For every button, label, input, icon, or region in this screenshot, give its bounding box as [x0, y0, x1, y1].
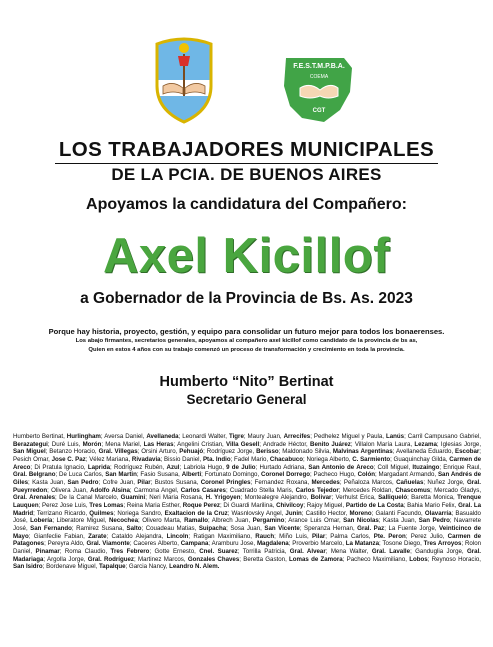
signatory-name: ; Galanti Facundo,	[371, 509, 425, 517]
signatory-municipality: Coronel Dorrego	[261, 471, 310, 479]
signatory-municipality: Colón	[357, 471, 375, 479]
signatory-name: ; Mercedes Roldan,	[338, 486, 396, 494]
signatory-municipality: Gral. Belgrano	[13, 471, 56, 479]
signatory-municipality: Gral. Pueyrredon	[13, 478, 481, 494]
signatory-name: ; Ganduglia Jorge,	[410, 547, 468, 555]
signatory-name: ; Labriola Hugo,	[179, 463, 227, 471]
signatory-name: ; Betanzo Horacio,	[45, 448, 99, 456]
signatory-name: ; Rodríguez Jorge,	[203, 448, 257, 456]
signatory-municipality: Arrecifes	[283, 433, 311, 440]
signatory-name: ; Wasnlovsky Angel,	[227, 509, 286, 517]
signatory-name: ; Vélez Mariana,	[85, 455, 132, 463]
signatory-name: ; Margadant Armando,	[374, 471, 438, 479]
signatory-name: ; Mena Walter,	[325, 547, 372, 555]
signatory-name: ; Reina Maria Esther,	[123, 501, 183, 509]
signatory-name: ; Olivero Marta,	[138, 517, 185, 525]
signatory-municipality: Roque Perez	[182, 501, 220, 509]
signatory-municipality: San Vicente	[264, 524, 300, 532]
signatory-name: ; Fernandez Roxana,	[250, 478, 312, 486]
signatory-municipality: Exaltacion de la Cruz	[164, 509, 228, 517]
signatory-municipality: Suipacha	[198, 524, 227, 532]
signatory-municipality: San Fernando	[30, 524, 72, 532]
signatory-municipality: San Isidro	[13, 563, 43, 571]
signatory-name: ; Andrade Héctor,	[259, 440, 311, 448]
signatory-municipality: Pergamino	[252, 517, 285, 525]
signatory-name: ; Ratigan Maximiliano,	[188, 532, 256, 540]
headline-title: LOS TRABAJADORES MUNICIPALES	[55, 138, 438, 164]
headline-subtitle: DE LA PCIA. DE BUENOS AIRES	[111, 165, 382, 184]
signatory-municipality: Tapalque	[99, 563, 126, 571]
signatory-municipality: Pinamar	[35, 547, 60, 555]
signatory-municipality: Mercedes	[311, 478, 340, 486]
signatory-name: ; Baretta Monica,	[407, 494, 458, 502]
signatory-municipality: Gral. Arenales	[13, 494, 56, 502]
signatory-name: ; Gotte Ernesto,	[149, 547, 200, 555]
signatory-name: ; Maury Juan,	[243, 433, 284, 440]
signatory-name: ; Basualdo José,	[13, 509, 481, 525]
signatory-municipality: Necochea	[109, 517, 139, 525]
signatory-name: ; Hurtado Adriana,	[255, 463, 309, 471]
signatory-name: ; Fortunato Domingo,	[201, 471, 262, 479]
signatory-municipality: Bolivar	[310, 494, 332, 502]
signatory-name: ; Duré Luis,	[47, 440, 83, 448]
signatory-name: ; Orsini Arturo,	[137, 448, 180, 456]
signatory-municipality: Benito Juárez	[310, 440, 351, 448]
signatory-municipality: San Miguel	[13, 448, 46, 456]
signatory-name: ; Perez Julio,	[405, 532, 448, 540]
signatory-name: ; Gianfeclie Fabian,	[28, 532, 89, 540]
signatory-name: ; Bordenave Miguel,	[42, 563, 100, 571]
signatory-name: ; Torrilla Patricia,	[237, 547, 290, 555]
support-line: Apoyamos la candidatura del Compañero:	[86, 196, 407, 213]
intro-line-1: Porque hay historia, proyecto, gestión, y equipo para consolidar un futuro mejor para todos los bonaerenses.	[48, 327, 445, 336]
signer-title: Secretario General	[186, 392, 307, 407]
signatory-municipality: Carlos Casares	[180, 486, 226, 494]
signatory-name: ; Peñaloza Marcos,	[339, 478, 397, 486]
signatory-name: ; Perez Jose Luis,	[38, 501, 90, 509]
signer-name: Humberto “Nito” Bertinat	[159, 374, 334, 390]
signatory-municipality: Pte. Peron	[373, 532, 406, 540]
signatory-name: ; Tosone Diego,	[378, 540, 424, 548]
signatory-name: ; Carmona Angel,	[129, 486, 181, 494]
intro-line-2: Los abajo firmantes, secretarios generales, apoyamos al compañero axel kicillof como candidato de la provincia de bs as,	[75, 338, 418, 344]
signatory-name: ; Cofre Juan,	[98, 478, 138, 486]
signatory-municipality: Carmen de Areco	[13, 455, 481, 471]
signatory-municipality: Alberti	[181, 471, 202, 479]
signatory-municipality: San Pedro	[418, 517, 450, 525]
signatory-name: ; Liberatore Miguel,	[52, 517, 109, 525]
signatory-name: ; Bustos Susana,	[150, 478, 201, 486]
signatory-name: ; Pacheco Hugo,	[309, 471, 358, 479]
signatory-name: ; Rajoy Miguel,	[303, 501, 346, 509]
signatory-name: ; Cataldo Alejandra,	[106, 532, 167, 540]
signatory-municipality: Moreno	[349, 509, 372, 517]
signatory-municipality: Gral. Villegas	[98, 448, 138, 456]
signatory-name: ; Martinez Marcos,	[133, 555, 188, 563]
signatory-municipality: Lanús	[385, 433, 405, 440]
signatory-municipality: Lobería	[30, 517, 53, 525]
signatory-name: ; Roma Claudio,	[59, 547, 111, 555]
signatory-name: ; De Luca Carlos,	[55, 471, 106, 479]
signatory-municipality: Zarate	[88, 532, 107, 540]
signatory-municipality: Lomas de Zamora	[289, 555, 343, 563]
signatory-name: ; Carril Campusano Gabriel,	[404, 433, 481, 440]
signatory-municipality: Chacabuco	[269, 455, 304, 463]
signatory-name: ; Fadel Mario,	[230, 455, 270, 463]
signatory-municipality: Tigre	[228, 433, 244, 440]
signatory-municipality: C. Sarmiento	[352, 455, 391, 463]
signatory-municipality: San Andrés de Giles	[13, 471, 482, 486]
signatory-municipality: Cnel. Suarez	[199, 547, 238, 555]
signatory-name: ; Rodríguez Rubén,	[110, 463, 167, 471]
logo-text-mid: COEMA	[309, 74, 329, 80]
signatory-municipality: Coronel Pringles	[200, 478, 251, 486]
signatory-name: ; Palma Carlos,	[325, 532, 374, 540]
signatory-name: ; Olivera Juan,	[47, 486, 91, 494]
signatory-name: ; Ramirez Susana,	[71, 524, 127, 532]
signatory-name: ; Leonardi Walter,	[178, 433, 229, 440]
signatory-municipality: Chivilcoy	[276, 501, 304, 509]
signatory-municipality: Villa Gesell	[226, 440, 260, 448]
signatory-name: ; Proverbio Marcelo,	[288, 540, 346, 548]
signatory-municipality: Veinticinco de Mayo	[13, 524, 482, 540]
intro-line-3: Quien en estos 4 años con su trabajo comenzó un proceso de transformación y crecimiento en toda la provincia.	[88, 347, 405, 353]
signatory-name: ; Pedhelez Miguel y Paula,	[310, 433, 386, 440]
signatory-municipality: Leandro N. Alem.	[169, 563, 220, 571]
signatory-name: ; Aversa Daniel,	[100, 433, 147, 440]
signatory-municipality: Tres Febrero	[110, 547, 150, 555]
signatory-name: ; Rolon Daniel,	[13, 540, 482, 555]
signatory-municipality: Gral. Viamonte	[86, 540, 130, 548]
candidate-role: a Gobernador de la Provincia de Bs. As. 2023	[80, 290, 413, 307]
signatory-name: ; Couadeau Matias,	[141, 524, 199, 532]
signatory-name: ; Pesich Omar,	[13, 448, 481, 463]
intro-block	[10, 326, 483, 355]
signatory-municipality: Las Heras	[143, 440, 174, 448]
signatory-name: ; Caceres Alberto,	[129, 540, 181, 548]
signatory-municipality: Ituzaingo	[412, 463, 440, 471]
signatory-municipality: Escobar	[455, 448, 480, 456]
signatory-municipality: Gral. La Madrid	[13, 501, 481, 517]
signatory-name: ; Miño Luis,	[274, 532, 312, 540]
signatory-municipality: Avellaneda	[146, 433, 179, 440]
signatory-municipality: Gral. Rodríguez	[87, 555, 134, 563]
signatory-name: ; Di Guardi Marilina,	[219, 501, 277, 509]
signatory-municipality: Olavarría	[424, 509, 452, 517]
signatory-name: ; Iglesias Jorge,	[436, 440, 482, 448]
signatory-name: ; Kasta Juan,	[28, 478, 68, 486]
signatory-name: ; Pacheco Maximiliano,	[342, 555, 410, 563]
signatory-municipality: Laprida	[87, 463, 110, 471]
signatory-name: ; Terrizano Ricardo,	[33, 509, 90, 517]
signatory-municipality: Pilar	[137, 478, 151, 486]
signatories-list	[13, 433, 481, 571]
signatory-municipality: Berisso	[256, 448, 279, 456]
signatory-municipality: Lezama	[414, 440, 437, 448]
signatory-municipality: Gral. Lavalle	[371, 547, 411, 555]
signatory-name: ; Cuadrado Stella Maris,	[225, 486, 296, 494]
logo-text-top: F.E.S.T.M.P.B.A.	[293, 63, 345, 70]
signatory-name: ; Pereyra Aldo,	[44, 540, 87, 548]
signatory-municipality: 9 de Julio	[226, 463, 256, 471]
signatory-name: ; Neri Maria Rosana,	[145, 494, 206, 502]
signatory-municipality: Gonzales Chaves	[187, 555, 240, 563]
signatory-name: ; Noriega Sandro,	[113, 509, 165, 517]
signatory-name: ; Villalon María Laura,	[350, 440, 415, 448]
signatory-name: ; Di Pratula Ignacio,	[30, 463, 88, 471]
signatory-municipality: San Nicolas	[343, 517, 379, 525]
signatory-municipality: Carlos Tejedor	[295, 486, 339, 494]
signatory-municipality: Campana	[180, 540, 209, 548]
signatory-municipality: Rauch	[255, 532, 275, 540]
signatory-municipality: Partido de La Costa	[345, 501, 404, 509]
signatory-name: ; Bahia Mario Felix,	[403, 501, 459, 509]
signer-block	[0, 374, 493, 408]
signatory-name: Humberto Bertinat,	[13, 433, 67, 440]
signatory-name: ; Garcia Nancy,	[125, 563, 170, 571]
signatory-name: ; Guaquinchay Gilda,	[390, 455, 450, 463]
signatory-municipality: Quilmes	[89, 509, 114, 517]
signatory-name: ; Kasta Juan,	[378, 517, 419, 525]
signatory-name: ; Aramburu Jose,	[208, 540, 257, 548]
signatory-municipality: Tres Arroyos	[423, 540, 462, 548]
signatory-name: ; Noriega Alberto,	[303, 455, 353, 463]
signatory-name: ; De la Canal Marcelo,	[55, 494, 121, 502]
signatory-municipality: Ramallo	[184, 517, 208, 525]
signatory-name: ; Navarrete José,	[13, 517, 482, 532]
signatory-name: ; Beretta Gaston,	[239, 555, 290, 563]
signatory-municipality: Azul	[166, 463, 180, 471]
signatory-name: ; Sosa Juan,	[226, 524, 265, 532]
signatory-municipality: Chascomus	[395, 486, 431, 494]
signatory-name: ; Bissio Daniel,	[160, 455, 203, 463]
signatory-municipality: Berazategui	[13, 440, 48, 448]
signatory-municipality: Jose C. Paz	[51, 455, 86, 463]
signatory-municipality: Morón	[82, 440, 102, 448]
signatory-municipality: La Matanza	[345, 540, 379, 548]
signatory-municipality: H. Yrigoyen	[205, 494, 241, 502]
signatory-municipality: Rivadavia	[131, 455, 161, 463]
signatory-municipality: Guamini	[120, 494, 146, 502]
signatory-name: ; Verhulst Erica,	[331, 494, 379, 502]
signatory-name: ; La Fuente Jorge,	[384, 524, 439, 532]
signatory-municipality: Gral. Alvear	[289, 547, 326, 555]
festmpba-cgt-map-icon	[280, 48, 358, 128]
signatory-name: ; Avellaneda Eduardo,	[392, 448, 456, 456]
signatory-municipality: Hurlingham	[66, 433, 101, 440]
signatory-name: ; Coll Miguel,	[373, 463, 413, 471]
signatory-municipality: Salliqueló	[378, 494, 408, 502]
signatory-municipality: Pta. Indio	[202, 455, 231, 463]
signatory-name: ; Fasio Susana,	[136, 471, 182, 479]
signatory-municipality: Gral. Madariaga	[13, 547, 482, 563]
signatory-name: ; Reynoso Horacio,	[427, 555, 481, 563]
headline	[0, 138, 493, 164]
signatory-municipality: San Martin	[105, 471, 137, 479]
signatory-municipality: San Antonio de Areco	[308, 463, 374, 471]
signatory-municipality: Cañuelas	[396, 478, 424, 486]
signatory-name: ; Argolla Jorge,	[43, 555, 88, 563]
signatory-name: ; Castillo Hector,	[301, 509, 350, 517]
signatory-municipality: Lobos	[409, 555, 428, 563]
signatory-name: ; Angelini Cristian,	[173, 440, 226, 448]
signatory-name: ; Albrech Juan,	[207, 517, 253, 525]
signatory-municipality: Trenque Lauquen	[13, 494, 481, 509]
signatory-name: ; Arance Luis Omar,	[284, 517, 344, 525]
signatory-name: ; Enrique Raul,	[439, 463, 482, 471]
signatory-municipality: Junin	[285, 509, 302, 517]
signatory-municipality: Magdalena	[256, 540, 289, 548]
signatory-municipality: San Pedro	[67, 478, 99, 486]
signatory-municipality: Carmen de Patagones	[13, 532, 481, 548]
signatory-name: ; Mercado Gladys,	[430, 486, 482, 494]
signatory-municipality: Salto	[126, 524, 142, 532]
candidate-name: Axel Kicillof	[103, 229, 390, 283]
justicialist-party-shield-icon	[153, 36, 215, 124]
signatory-municipality: Gral. Paz	[357, 524, 385, 532]
logo-text-bottom: CGT	[312, 108, 326, 114]
signatory-name: ; Mena Mariel,	[101, 440, 144, 448]
signatory-municipality: Lincoln	[166, 532, 189, 540]
signatory-municipality: Malvinas Argentinas	[332, 448, 393, 456]
signatory-name: ; Speranza Hernan,	[299, 524, 358, 532]
signatory-municipality: Pehuajó	[179, 448, 204, 456]
signatory-municipality: Tres Lomas	[89, 501, 124, 509]
signatory-municipality: Pilar	[311, 532, 326, 540]
signatory-name: ; Maldonado Silvia,	[278, 448, 333, 456]
signatory-name: ; Montealegre Alejandro,	[240, 494, 311, 502]
logos-row	[0, 34, 493, 128]
signatory-municipality: Adolfo Alsina	[90, 486, 130, 494]
signatory-name: ; Nuñez Jorge,	[423, 478, 467, 486]
